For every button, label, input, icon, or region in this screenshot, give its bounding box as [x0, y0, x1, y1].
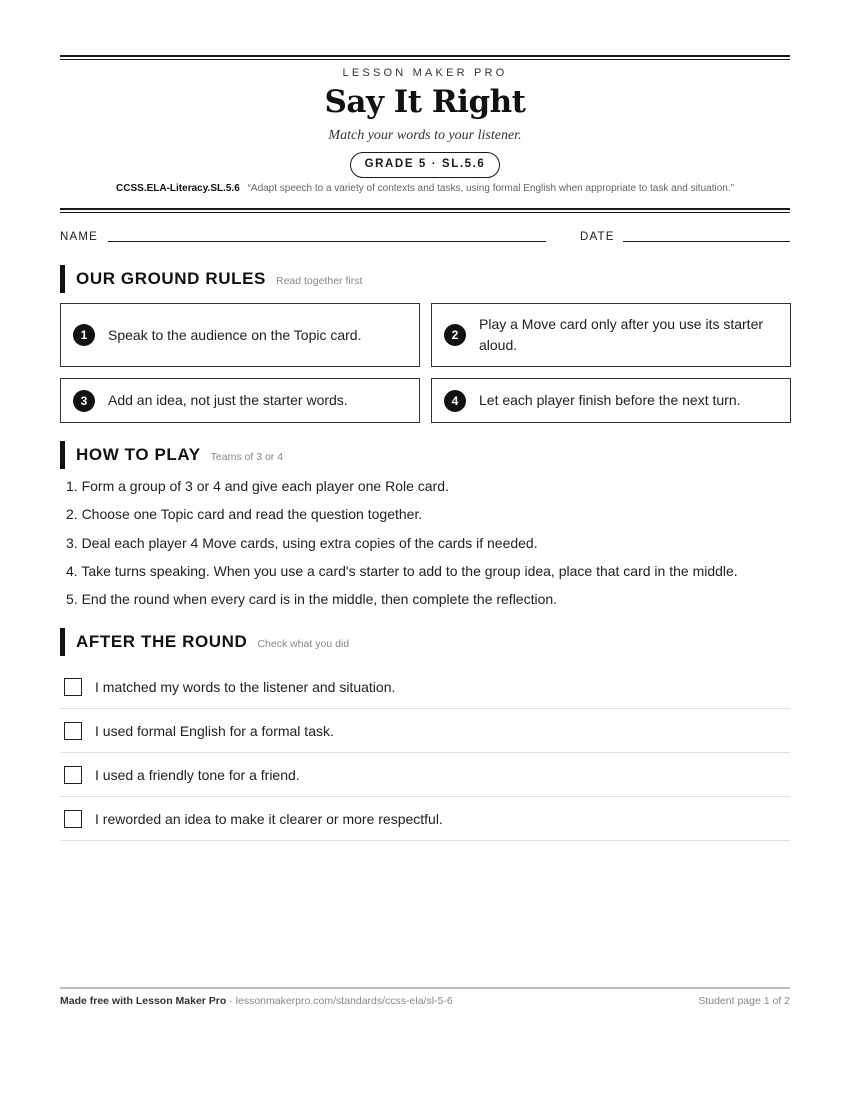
- standard-line: [60, 183, 790, 194]
- step-item: 2. Choose one Topic card and read the question together.: [66, 506, 423, 523]
- step-item: 4. Take turns speaking. When you use a card's starter to add to the group idea, place that card in the middle.: [66, 562, 738, 579]
- checkbox[interactable]: [64, 810, 82, 828]
- checklist-item: [60, 797, 790, 841]
- after-round-header: [60, 628, 349, 656]
- name-field[interactable]: [108, 241, 546, 242]
- worksheet-page: [60, 0, 790, 1100]
- rule-text: Let each player finish before the next turn.: [479, 392, 741, 408]
- date-label: DATE: [580, 231, 615, 243]
- header-top-rule: [60, 55, 790, 60]
- rule-text: Add an idea, not just the starter words.: [108, 392, 348, 408]
- number-badge: 3: [73, 390, 95, 412]
- checkbox[interactable]: [64, 766, 82, 784]
- number-badge: 4: [444, 390, 466, 412]
- footer-credit: [60, 995, 453, 1007]
- checklist-text: I used formal English for a formal task.: [95, 722, 334, 739]
- checklist-text: I reworded an idea to make it clearer or more respectful.: [95, 810, 443, 827]
- how-to-play-header: [60, 441, 283, 469]
- worksheet-subtitle: Match your words to your listener.: [328, 128, 522, 143]
- footer-rule: [60, 987, 790, 989]
- section-note: Teams of 3 or 4: [210, 450, 284, 463]
- step-item: 1. Form a group of 3 or 4 and give each player one Role card.: [66, 478, 449, 494]
- number-badge: 2: [444, 324, 466, 346]
- step-item: 3. Deal each player 4 Move cards, using extra copies of the cards if needed.: [66, 534, 538, 551]
- rule-text: Speak to the audience on the Topic card.: [108, 326, 362, 343]
- page-number: Student page 1 of 2: [698, 995, 790, 1007]
- rule-card-4: [431, 378, 791, 423]
- brand-name: LESSON MAKER PRO: [342, 67, 508, 79]
- rule-card-1: [60, 303, 420, 367]
- section-title: OUR GROUND RULES: [76, 269, 266, 288]
- checklist-text: I matched my words to the listener and situation.: [95, 678, 396, 695]
- section-note: Read together first: [276, 274, 363, 287]
- checkbox[interactable]: [64, 722, 82, 740]
- header-bottom-rule: [60, 208, 790, 213]
- section-title: AFTER THE ROUND: [76, 632, 248, 651]
- ground-rules-header: [60, 265, 362, 293]
- standard-code: CCSS.ELA-Literacy.SL.5.6: [116, 183, 240, 194]
- grade-badge: GRADE 5 · SL.5.6: [350, 152, 501, 178]
- footer-url: · lessonmakerpro.com/standards/ccss-ela/sl-5-6: [226, 995, 453, 1007]
- rule-card-3: [60, 378, 420, 423]
- name-label: NAME: [60, 231, 99, 243]
- date-field[interactable]: [623, 241, 790, 242]
- checkbox[interactable]: [64, 678, 82, 696]
- checklist-item: [60, 709, 790, 753]
- footer-made-with: Made free with Lesson Maker Pro: [60, 995, 227, 1007]
- checklist-item: [60, 665, 790, 709]
- worksheet-title: Say It Right: [324, 84, 526, 120]
- section-title: HOW TO PLAY: [76, 445, 201, 464]
- rule-card-2: [431, 303, 791, 367]
- checklist-item: [60, 753, 790, 797]
- checklist-text: I used a friendly tone for a friend.: [95, 766, 300, 783]
- steps-list: [66, 476, 796, 617]
- section-note: Check what you did: [257, 637, 350, 650]
- standard-text: “Adapt speech to a variety of contexts and tasks, using formal English when appropriate to task and situation.”: [247, 183, 734, 194]
- step-item: 5. End the round when every card is in the middle, then complete the reflection.: [66, 591, 558, 608]
- rule-text: Play a Move card only after you use its starter aloud.: [479, 316, 764, 353]
- number-badge: 1: [73, 324, 95, 346]
